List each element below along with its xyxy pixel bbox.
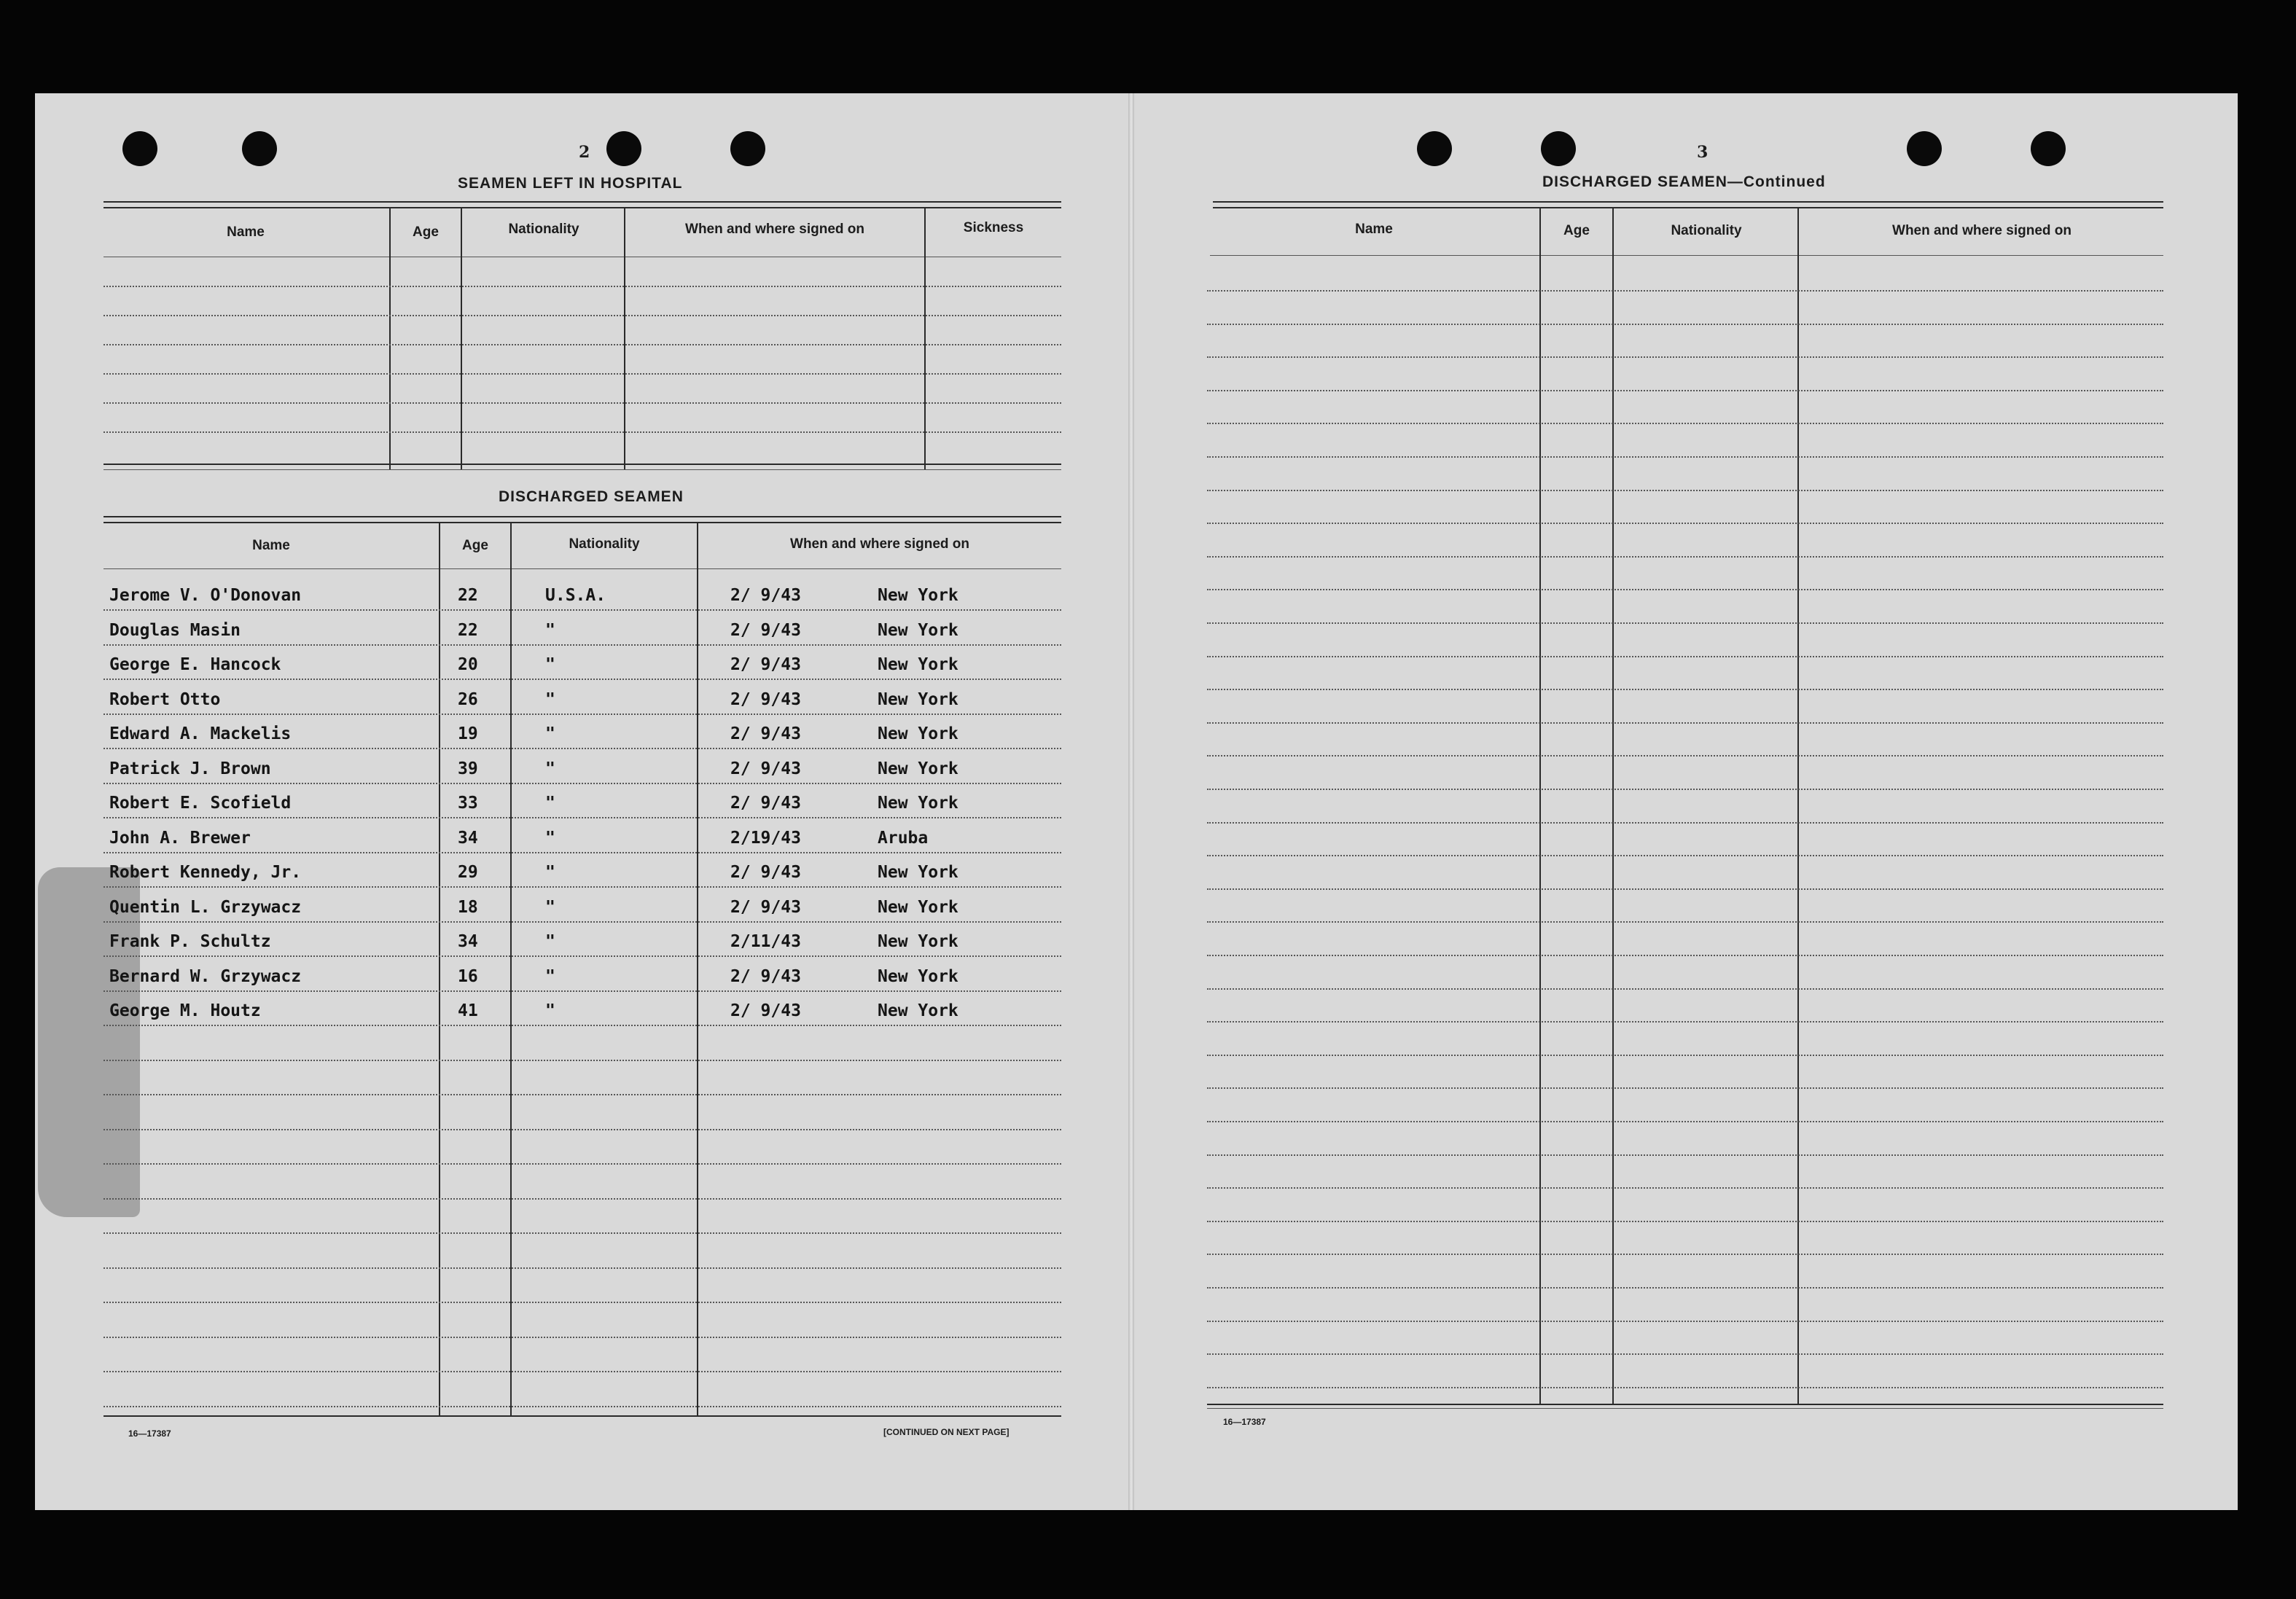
punch-hole	[606, 131, 641, 166]
rule	[1210, 255, 2163, 256]
row-rule	[1207, 1254, 2163, 1255]
col-divider	[1612, 208, 1614, 1405]
discharged-col-name: Name	[252, 538, 290, 553]
row-rule	[1207, 822, 2163, 824]
discharged-name: George E. Hancock	[109, 655, 281, 674]
row-rule	[1207, 523, 2163, 524]
discharged-nationality: "	[545, 621, 555, 640]
row-rule	[104, 783, 1061, 784]
col-divider	[510, 523, 512, 1417]
rule	[104, 516, 1061, 517]
discharged-age: 39	[458, 759, 478, 778]
discharged-date: 2/ 9/43	[730, 759, 801, 778]
punch-hole	[730, 131, 765, 166]
row-rule	[104, 1337, 1061, 1338]
punch-hole	[122, 131, 157, 166]
row-rule	[104, 644, 1061, 646]
row-rule	[104, 1267, 1061, 1269]
rule	[104, 207, 1061, 208]
row-rule	[1207, 656, 2163, 657]
discharged-age: 29	[458, 863, 478, 882]
discharged-nationality: "	[545, 932, 555, 951]
discharged-place: New York	[878, 967, 958, 986]
row-rule	[1207, 1287, 2163, 1289]
right-col-age: Age	[1563, 223, 1590, 238]
row-rule	[104, 748, 1061, 749]
row-rule	[104, 886, 1061, 888]
discharged-nationality: "	[545, 898, 555, 917]
discharged-name: Robert E. Scofield	[109, 794, 292, 813]
discharged-age: 18	[458, 898, 478, 917]
row-rule	[1207, 456, 2163, 458]
discharged-name: Edward A. Mackelis	[109, 724, 292, 743]
row-rule	[104, 1198, 1061, 1200]
discharged-age: 26	[458, 690, 478, 709]
row-rule	[1207, 423, 2163, 424]
discharged-nationality: "	[545, 690, 555, 709]
discharged-col-age: Age	[462, 538, 488, 553]
col-divider	[439, 523, 440, 1417]
discharged-age: 41	[458, 1001, 478, 1020]
discharged-name: George M. Houtz	[109, 1001, 261, 1020]
right-col-signed-on: When and where signed on	[1892, 223, 2072, 238]
row-rule	[1207, 921, 2163, 923]
discharged-nationality: "	[545, 759, 555, 778]
row-rule	[1207, 290, 2163, 292]
left-form-number: 16—17387	[128, 1428, 171, 1439]
discharged-date: 2/ 9/43	[730, 863, 801, 882]
discharged-age: 22	[458, 586, 478, 605]
row-rule	[104, 286, 1061, 287]
row-rule	[104, 1232, 1061, 1234]
col-divider	[624, 208, 625, 469]
row-rule	[1207, 556, 2163, 558]
discharged-name: Robert Kennedy, Jr.	[109, 863, 302, 882]
right-section-title: DISCHARGED SEAMEN—Continued	[1542, 173, 1826, 190]
row-rule	[1207, 622, 2163, 624]
rule	[104, 522, 1061, 523]
row-rule	[1207, 722, 2163, 724]
row-rule	[1207, 324, 2163, 325]
punch-hole	[1417, 131, 1452, 166]
discharged-nationality: "	[545, 1001, 555, 1020]
rule	[1207, 1408, 2163, 1409]
hospital-col-name: Name	[227, 224, 265, 240]
row-rule	[104, 1060, 1061, 1061]
row-rule	[104, 431, 1061, 433]
right-col-name: Name	[1355, 222, 1393, 237]
row-rule	[104, 1094, 1061, 1095]
row-rule	[1207, 988, 2163, 990]
rule	[104, 201, 1061, 203]
discharged-age: 33	[458, 794, 478, 813]
discharged-place: New York	[878, 898, 958, 917]
discharged-age: 19	[458, 724, 478, 743]
row-rule	[104, 817, 1061, 818]
row-rule	[1207, 356, 2163, 358]
discharged-name: Douglas Masin	[109, 621, 241, 640]
row-rule	[104, 921, 1061, 923]
right-form-number: 16—17387	[1223, 1417, 1266, 1427]
right-page-number: 3	[1697, 143, 1709, 162]
discharged-nationality: "	[545, 863, 555, 882]
discharged-date: 2/ 9/43	[730, 690, 801, 709]
row-rule	[1207, 589, 2163, 590]
row-rule	[1207, 390, 2163, 391]
row-rule	[104, 1163, 1061, 1165]
continued-note: [CONTINUED ON NEXT PAGE]	[883, 1427, 1010, 1437]
row-rule	[1207, 1154, 2163, 1156]
discharged-place: New York	[878, 863, 958, 882]
discharged-date: 2/ 9/43	[730, 794, 801, 813]
hospital-col-sickness: Sickness	[963, 220, 1024, 235]
row-rule	[104, 955, 1061, 957]
row-rule	[1207, 1087, 2163, 1089]
row-rule	[1207, 888, 2163, 890]
row-rule	[104, 609, 1061, 611]
discharged-name: Jerome V. O'Donovan	[109, 586, 302, 605]
discharged-place: New York	[878, 759, 958, 778]
row-rule	[104, 1129, 1061, 1130]
hospital-col-signed-on: When and where signed on	[685, 222, 864, 237]
row-rule	[1207, 755, 2163, 757]
discharged-nationality: "	[545, 655, 555, 674]
discharged-place: New York	[878, 586, 958, 605]
rule	[1213, 207, 2163, 208]
discharged-name: John A. Brewer	[109, 829, 251, 848]
punch-hole	[1907, 131, 1942, 166]
discharged-place: New York	[878, 932, 958, 951]
right-col-nationality: Nationality	[1671, 223, 1742, 238]
rule	[104, 568, 1061, 569]
discharged-date: 2/19/43	[730, 829, 801, 848]
discharged-place: New York	[878, 690, 958, 709]
discharged-date: 2/ 9/43	[730, 655, 801, 674]
row-rule	[104, 402, 1061, 404]
discharged-age: 16	[458, 967, 478, 986]
discharged-age: 20	[458, 655, 478, 674]
rule	[104, 464, 1061, 465]
discharged-place: New York	[878, 794, 958, 813]
discharged-place: Aruba	[878, 829, 929, 848]
row-rule	[1207, 1387, 2163, 1388]
hospital-col-nationality: Nationality	[508, 222, 579, 237]
row-rule	[1207, 955, 2163, 956]
row-rule	[104, 990, 1061, 992]
row-rule	[104, 1371, 1061, 1372]
row-rule	[104, 852, 1061, 853]
col-divider	[461, 208, 462, 469]
discharged-name: Patrick J. Brown	[109, 759, 271, 778]
discharged-age: 34	[458, 932, 478, 951]
row-rule	[1207, 689, 2163, 690]
paper-damage	[38, 867, 140, 1217]
row-rule	[1207, 1021, 2163, 1023]
row-rule	[1207, 789, 2163, 790]
discharged-name: Frank P. Schultz	[109, 932, 271, 951]
discharged-nationality: U.S.A.	[545, 586, 606, 605]
rule	[1213, 201, 2163, 203]
discharged-date: 2/ 9/43	[730, 586, 801, 605]
discharged-age: 34	[458, 829, 478, 848]
hospital-col-age: Age	[413, 224, 439, 240]
rule	[1207, 1404, 2163, 1405]
rule	[104, 1415, 1061, 1417]
discharged-date: 2/ 9/43	[730, 898, 801, 917]
discharged-date: 2/ 9/43	[730, 621, 801, 640]
punch-hole	[1541, 131, 1576, 166]
discharged-nationality: "	[545, 967, 555, 986]
col-divider	[697, 523, 698, 1417]
discharged-place: New York	[878, 655, 958, 674]
row-rule	[104, 679, 1061, 680]
discharged-section-title: DISCHARGED SEAMEN	[499, 488, 684, 505]
discharged-col-nationality: Nationality	[569, 536, 640, 552]
col-divider	[1539, 208, 1541, 1405]
discharged-nationality: "	[545, 794, 555, 813]
discharged-col-signed-on: When and where signed on	[790, 536, 969, 552]
discharged-place: New York	[878, 724, 958, 743]
left-page-number: 2	[579, 143, 590, 162]
rule	[104, 469, 1061, 470]
punch-hole	[242, 131, 277, 166]
punch-hole	[2031, 131, 2066, 166]
discharged-age: 22	[458, 621, 478, 640]
row-rule	[1207, 1187, 2163, 1189]
discharged-name: Robert Otto	[109, 690, 221, 709]
row-rule	[104, 373, 1061, 375]
row-rule	[1207, 855, 2163, 856]
hospital-section-title: SEAMEN LEFT IN HOSPITAL	[458, 175, 683, 192]
page-fold	[1128, 93, 1134, 1510]
col-divider	[924, 208, 926, 469]
row-rule	[104, 1025, 1061, 1026]
col-divider	[389, 208, 391, 469]
discharged-place: New York	[878, 621, 958, 640]
row-rule	[104, 315, 1061, 316]
row-rule	[104, 344, 1061, 345]
discharged-date: 2/ 9/43	[730, 724, 801, 743]
row-rule	[1207, 1221, 2163, 1222]
row-rule	[1207, 1055, 2163, 1056]
discharged-date: 2/ 9/43	[730, 967, 801, 986]
row-rule	[1207, 1121, 2163, 1122]
discharged-name: Bernard W. Grzywacz	[109, 967, 302, 986]
row-rule	[1207, 1353, 2163, 1355]
discharged-place: New York	[878, 1001, 958, 1020]
discharged-nationality: "	[545, 829, 555, 848]
discharged-name: Quentin L. Grzywacz	[109, 898, 302, 917]
discharged-date: 2/ 9/43	[730, 1001, 801, 1020]
col-divider	[1797, 208, 1799, 1405]
document-sheet	[35, 93, 2238, 1510]
discharged-nationality: "	[545, 724, 555, 743]
row-rule	[104, 1406, 1061, 1407]
discharged-date: 2/11/43	[730, 932, 801, 951]
row-rule	[1207, 490, 2163, 491]
row-rule	[104, 1302, 1061, 1303]
row-rule	[1207, 1321, 2163, 1322]
row-rule	[104, 714, 1061, 715]
